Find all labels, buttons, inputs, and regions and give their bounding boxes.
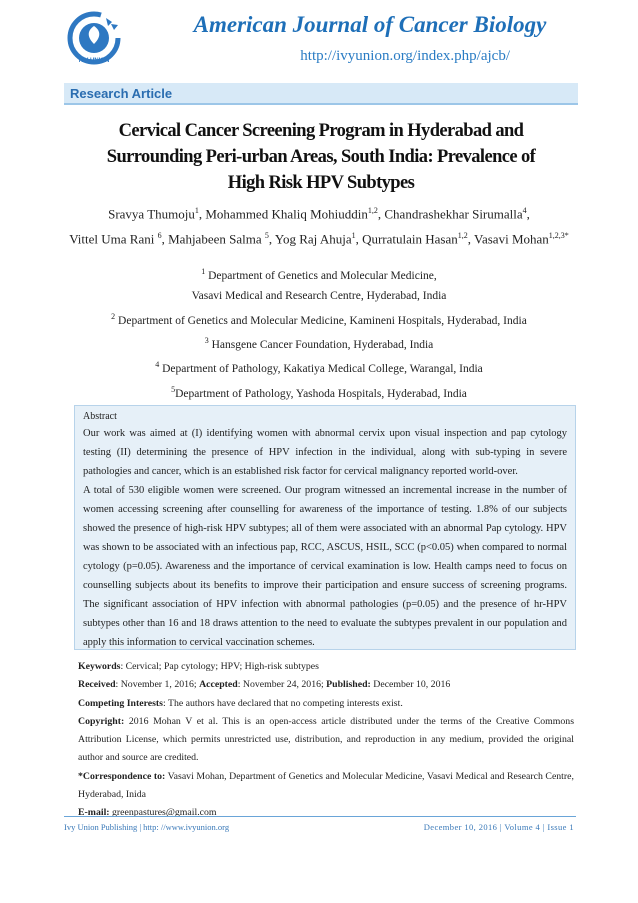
affiliation-item: Vasavi Medical and Research Centre, Hyderabad, India: [191, 290, 447, 303]
dates-line: Received: November 1, 2016; Accepted: November 24, 2016; Published: December 10, 2016: [78, 679, 451, 691]
affiliation-list: [40, 262, 598, 428]
journal-logo: [64, 8, 134, 70]
author-name: Vittel Uma Rani: [69, 231, 155, 247]
abstract-heading: Abstract: [83, 411, 117, 422]
affiliation-item: $^3$ Hansgene Cancer Foundation, Hyderabad, India: [204, 336, 434, 351]
affiliation-item: $^1$ Department of Genetics and Molecular Medicine,: [201, 267, 437, 282]
journal-title: American Journal of Cancer Biology: [193, 12, 547, 37]
article-meta: [78, 658, 574, 823]
ivy-union-logo-icon: [64, 8, 134, 70]
abstract-box: [74, 405, 576, 650]
correspondence-line: *Correspondence to: Vasavi Mohan, Department of Genetics and Molecular Medicine, Vasavi Medical and Research Centre, Hyderabad, Inida: [78, 770, 574, 801]
email-link[interactable]: greenpastures@gmail.com: [112, 807, 217, 819]
email-line: E-mail: greenpastures@gmail.com: [78, 807, 217, 819]
author-list: Sravya Thumoju$^1$, Mohammed Khaliq Mohiuddin$^{1,2}$, Chandrashekhar Sirumalla$^4$, Vittel Uma Rani $^6$, Mahjabeen Salma $^5$, Yog Raj Ahuja$^1$, Qurratulain Hasan$^{1,2}$, Vasavi Mohan$^{1,2,3*}$: [69, 206, 569, 247]
author-name: Mahjabeen Salma: [168, 231, 262, 247]
abstract-paragraph: A total of 530 eligible women were screened. Our program witnessed an incremental increase in the number of women accessing screening after counselling for awareness of the importance of testing. 1.8% of our subjects showed the presence of high-risk HPV subtypes; all of them were associated with an abnormal Pap cytology. HPV was shown to be associated with an infectious pap, RCC, ASCUS, HSIL, SCC (p<0.05) when compared to normal cytology (p=0.05). Awareness and the importance of cervical examination is low. Health camps need to focus on counselling subjects about its benefits to improve their participation and ensure success of screening programs. The significant association of HPV infection with abnormal pathologies (p=0.05) and the presence of hr-HPV subtypes other than 16 and 18 draws attention to the need to evaluate the subtypes prevalent in our population and apply this information to cervical vaccination schemes.: [83, 485, 567, 648]
article-type-banner: [64, 83, 578, 105]
author-name: Vasavi Mohan: [474, 231, 549, 247]
footer-publisher[interactable]: Ivy Union Publishing | http: //www.ivyunion.org: [64, 822, 230, 832]
affiliation-item: $^5$Department of Pathology, Yashoda Hospitals, Hyderabad, India: [171, 384, 467, 400]
abstract-paragraph: Our work was aimed at (I) identifying women with abnormal cervix upon visual inspection and pap cytology testing (II) determining the presence of HPV infection in the individual, along with sub-typing in severe pathologies and cancer, which is an established risk factor for cervical malignancy reported world-over.: [83, 428, 567, 477]
copyright-line: Copyright: 2016 Mohan V et al. This is an open-access article distributed under the terms of the Creative Commons Attribution License, which permits unrestricted use, distribution, and reproduction in any medium, provided the original author and source are credited.: [78, 715, 575, 764]
footer-divider: [64, 816, 576, 817]
journal-url-link[interactable]: http://ivyunion.org/index.php/ajcb/: [300, 48, 510, 64]
paper-title-line: High Risk HPV Subtypes: [227, 173, 415, 193]
paper-title-line: Cervical Cancer Screening Program in Hyderabad and: [118, 121, 524, 141]
author-name: Chandrashekhar Sirumalla: [384, 206, 523, 222]
author-name: Mohammed Khaliq Mohiuddin: [205, 206, 368, 222]
paper-title-line: Surrounding Peri-urban Areas, South India: Prevalence of: [106, 147, 536, 167]
article-type-label: Research Article: [70, 86, 173, 101]
svg-text:IVY UNION: IVY UNION: [78, 58, 110, 64]
paper-title: [64, 118, 578, 196]
affiliation-item: $^2$ Department of Genetics and Molecular Medicine, Kamineni Hospitals, Hyderabad, India: [111, 311, 527, 327]
affiliation-item: $^4$ Department of Pathology, Kakatiya Medical College, Warangal, India: [155, 360, 483, 376]
author-name: Yog Raj Ahuja: [274, 231, 352, 247]
author-name: Qurratulain Hasan: [362, 231, 458, 247]
competing-interests-line: Competing Interests: The authors have declared that no competing interests exist.: [78, 697, 403, 709]
keywords-line: Keywords: Cervical; Pap cytology; HPV; High-risk subtypes: [78, 661, 319, 672]
abstract-body: [83, 424, 567, 652]
author-name: Sravya Thumoju: [108, 206, 195, 222]
footer-issue-info: December 10, 2016 | Volume 4 | Issue 1: [423, 822, 574, 832]
